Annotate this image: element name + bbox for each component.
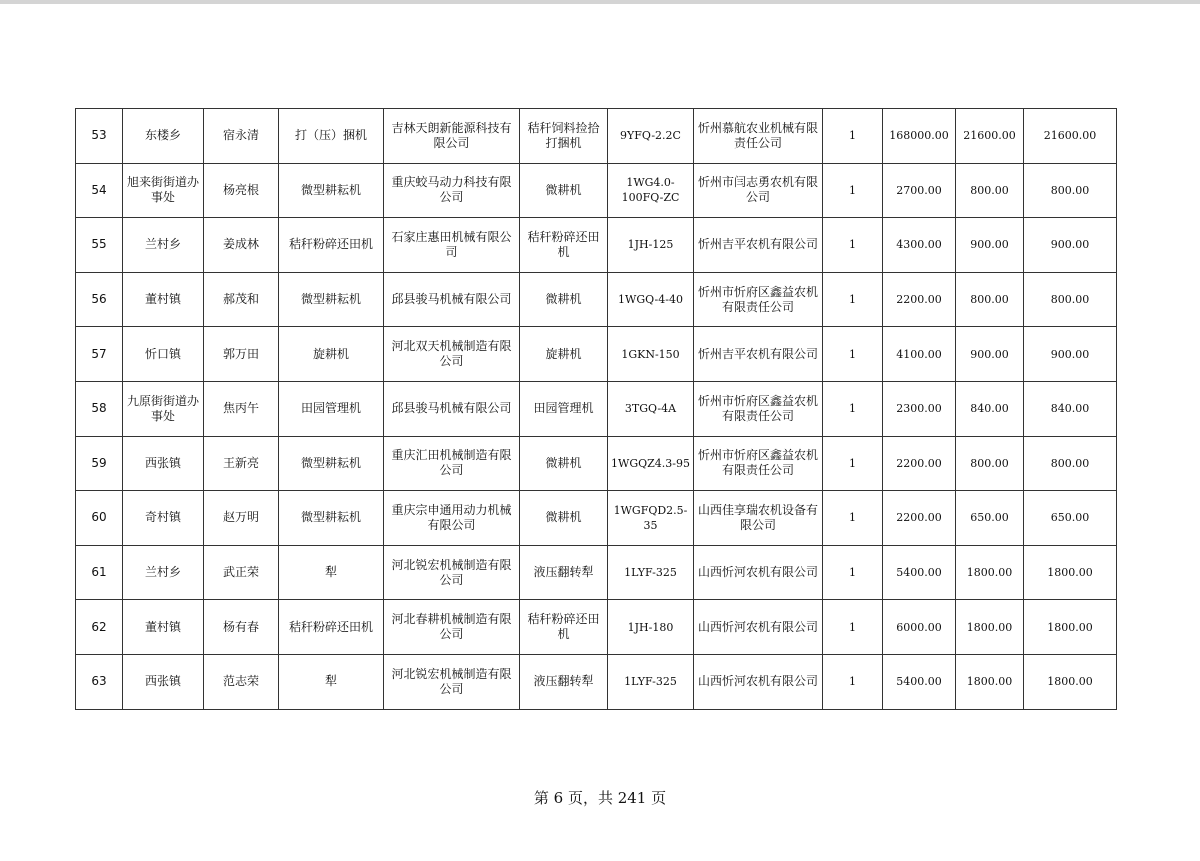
cell-buyer-name: 宿永清: [204, 109, 279, 164]
cell-dealer: 山西佳享瑞农机设备有限公司: [694, 491, 823, 546]
cell-total-subsidy: 1800.00: [1024, 545, 1117, 600]
cell-buyer-name: 王新亮: [204, 436, 279, 491]
cell-town: 九原街街道办事处: [123, 381, 204, 436]
cell-machine-category: 旋耕机: [279, 327, 384, 382]
cell-unit-price: 5400.00: [883, 545, 956, 600]
table-row: [76, 600, 1117, 655]
cell-town: 董村镇: [123, 272, 204, 327]
table-row: [76, 163, 1117, 218]
cell-town: 奇村镇: [123, 491, 204, 546]
cell-quantity: 1: [823, 600, 883, 655]
cell-model: 1WGQ-4-40: [608, 272, 694, 327]
cell-product-name: 液压翻转犁: [520, 654, 608, 709]
cell-town: 兰村乡: [123, 218, 204, 273]
cell-quantity: 1: [823, 163, 883, 218]
cell-unit-price: 2300.00: [883, 381, 956, 436]
cell-manufacturer: 河北锐宏机械制造有限公司: [384, 654, 520, 709]
table-row: [76, 654, 1117, 709]
cell-quantity: 1: [823, 327, 883, 382]
cell-product-name: 微耕机: [520, 436, 608, 491]
cell-unit-price: 2200.00: [883, 272, 956, 327]
cell-unit-price: 168000.00: [883, 109, 956, 164]
cell-row-number: 57: [76, 327, 123, 382]
cell-manufacturer: 邱县骏马机械有限公司: [384, 381, 520, 436]
cell-product-name: 田园管理机: [520, 381, 608, 436]
cell-quantity: 1: [823, 109, 883, 164]
cell-unit-price: 2200.00: [883, 491, 956, 546]
cell-unit-price: 4300.00: [883, 218, 956, 273]
cell-unit-subsidy: 800.00: [956, 163, 1024, 218]
cell-manufacturer: 邱县骏马机械有限公司: [384, 272, 520, 327]
cell-buyer-name: 杨亮根: [204, 163, 279, 218]
cell-town: 董村镇: [123, 600, 204, 655]
table-row: [76, 109, 1117, 164]
cell-buyer-name: 郝茂和: [204, 272, 279, 327]
cell-town: 西张镇: [123, 436, 204, 491]
cell-model: 9YFQ-2.2C: [608, 109, 694, 164]
cell-total-subsidy: 800.00: [1024, 272, 1117, 327]
cell-town: 西张镇: [123, 654, 204, 709]
viewer-top-edge: [0, 0, 1200, 4]
cell-total-subsidy: 21600.00: [1024, 109, 1117, 164]
cell-total-subsidy: 900.00: [1024, 327, 1117, 382]
page-indicator: 第 6 页，共 241 页: [533, 789, 667, 807]
cell-dealer: 忻州市忻府区鑫益农机有限责任公司: [694, 272, 823, 327]
cell-quantity: 1: [823, 272, 883, 327]
cell-model: 1LYF-325: [608, 654, 694, 709]
cell-unit-subsidy: 1800.00: [956, 545, 1024, 600]
cell-product-name: 微耕机: [520, 272, 608, 327]
cell-unit-subsidy: 1800.00: [956, 600, 1024, 655]
cell-dealer: 山西忻河农机有限公司: [694, 600, 823, 655]
cell-manufacturer: 石家庄惠田机械有限公司: [384, 218, 520, 273]
cell-total-subsidy: 900.00: [1024, 218, 1117, 273]
cell-total-subsidy: 1800.00: [1024, 600, 1117, 655]
cell-quantity: 1: [823, 491, 883, 546]
subsidy-table: [75, 108, 1117, 710]
cell-total-subsidy: 800.00: [1024, 163, 1117, 218]
cell-dealer: 忻州吉平农机有限公司: [694, 218, 823, 273]
cell-buyer-name: 郭万田: [204, 327, 279, 382]
cell-model: 1WG4.0-100FQ-ZC: [608, 163, 694, 218]
table-row: [76, 272, 1117, 327]
cell-machine-category: 田园管理机: [279, 381, 384, 436]
cell-total-subsidy: 840.00: [1024, 381, 1117, 436]
cell-dealer: 山西忻河农机有限公司: [694, 545, 823, 600]
cell-dealer: 山西忻河农机有限公司: [694, 654, 823, 709]
table-row: [76, 327, 1117, 382]
cell-row-number: 62: [76, 600, 123, 655]
cell-buyer-name: 范志荣: [204, 654, 279, 709]
cell-machine-category: 秸秆粉碎还田机: [279, 218, 384, 273]
cell-quantity: 1: [823, 218, 883, 273]
cell-row-number: 54: [76, 163, 123, 218]
cell-unit-subsidy: 900.00: [956, 327, 1024, 382]
table-row: [76, 545, 1117, 600]
cell-manufacturer: 河北锐宏机械制造有限公司: [384, 545, 520, 600]
cell-dealer: 忻州市忻府区鑫益农机有限责任公司: [694, 381, 823, 436]
table-row: [76, 381, 1117, 436]
table-body: [76, 109, 1117, 710]
cell-buyer-name: 杨有春: [204, 600, 279, 655]
cell-unit-price: 2700.00: [883, 163, 956, 218]
cell-machine-category: 犁: [279, 545, 384, 600]
cell-manufacturer: 重庆蛟马动力科技有限公司: [384, 163, 520, 218]
cell-dealer: 忻州市忻府区鑫益农机有限责任公司: [694, 436, 823, 491]
cell-town: 东楼乡: [123, 109, 204, 164]
cell-dealer: 忻州吉平农机有限公司: [694, 327, 823, 382]
cell-product-name: 旋耕机: [520, 327, 608, 382]
cell-manufacturer: 重庆宗申通用动力机械有限公司: [384, 491, 520, 546]
cell-row-number: 61: [76, 545, 123, 600]
cell-machine-category: 微型耕耘机: [279, 491, 384, 546]
cell-product-name: 微耕机: [520, 491, 608, 546]
cell-town: 兰村乡: [123, 545, 204, 600]
cell-machine-category: 微型耕耘机: [279, 272, 384, 327]
cell-row-number: 63: [76, 654, 123, 709]
cell-unit-subsidy: 650.00: [956, 491, 1024, 546]
cell-unit-price: 4100.00: [883, 327, 956, 382]
cell-manufacturer: 吉林天朗新能源科技有限公司: [384, 109, 520, 164]
cell-model: 1JH-180: [608, 600, 694, 655]
cell-unit-subsidy: 900.00: [956, 218, 1024, 273]
cell-buyer-name: 武正荣: [204, 545, 279, 600]
cell-product-name: 微耕机: [520, 163, 608, 218]
cell-buyer-name: 赵万明: [204, 491, 279, 546]
cell-model: 1WGQZ4.3-95: [608, 436, 694, 491]
cell-row-number: 60: [76, 491, 123, 546]
cell-model: 1JH-125: [608, 218, 694, 273]
table-row: [76, 218, 1117, 273]
cell-manufacturer: 河北春耕机械制造有限公司: [384, 600, 520, 655]
cell-town: 旭来街街道办事处: [123, 163, 204, 218]
cell-product-name: 秸秆粉碎还田机: [520, 600, 608, 655]
cell-total-subsidy: 800.00: [1024, 436, 1117, 491]
cell-manufacturer: 河北双天机械制造有限公司: [384, 327, 520, 382]
cell-machine-category: 犁: [279, 654, 384, 709]
cell-machine-category: 打（压）捆机: [279, 109, 384, 164]
cell-unit-subsidy: 800.00: [956, 272, 1024, 327]
cell-row-number: 59: [76, 436, 123, 491]
cell-unit-price: 6000.00: [883, 600, 956, 655]
table-row: [76, 491, 1117, 546]
cell-dealer: 忻州市闫志勇农机有限公司: [694, 163, 823, 218]
cell-row-number: 55: [76, 218, 123, 273]
cell-machine-category: 微型耕耘机: [279, 436, 384, 491]
cell-town: 忻口镇: [123, 327, 204, 382]
cell-quantity: 1: [823, 654, 883, 709]
cell-unit-subsidy: 840.00: [956, 381, 1024, 436]
cell-model: 3TGQ-4A: [608, 381, 694, 436]
cell-manufacturer: 重庆汇田机械制造有限公司: [384, 436, 520, 491]
cell-unit-subsidy: 21600.00: [956, 109, 1024, 164]
cell-row-number: 53: [76, 109, 123, 164]
cell-unit-subsidy: 800.00: [956, 436, 1024, 491]
cell-model: 1GKN-150: [608, 327, 694, 382]
cell-dealer: 忻州慕航农业机械有限责任公司: [694, 109, 823, 164]
cell-total-subsidy: 1800.00: [1024, 654, 1117, 709]
cell-quantity: 1: [823, 381, 883, 436]
cell-machine-category: 微型耕耘机: [279, 163, 384, 218]
cell-unit-subsidy: 1800.00: [956, 654, 1024, 709]
table-row: [76, 436, 1117, 491]
cell-product-name: 秸秆饲料捡拾打捆机: [520, 109, 608, 164]
cell-buyer-name: 焦丙午: [204, 381, 279, 436]
cell-row-number: 56: [76, 272, 123, 327]
cell-total-subsidy: 650.00: [1024, 491, 1117, 546]
cell-model: 1LYF-325: [608, 545, 694, 600]
cell-row-number: 58: [76, 381, 123, 436]
cell-quantity: 1: [823, 436, 883, 491]
cell-product-name: 秸秆粉碎还田机: [520, 218, 608, 273]
cell-product-name: 液压翻转犁: [520, 545, 608, 600]
cell-buyer-name: 姜成林: [204, 218, 279, 273]
cell-unit-price: 5400.00: [883, 654, 956, 709]
cell-unit-price: 2200.00: [883, 436, 956, 491]
cell-quantity: 1: [823, 545, 883, 600]
cell-model: 1WGFQD2.5-35: [608, 491, 694, 546]
cell-machine-category: 秸秆粉碎还田机: [279, 600, 384, 655]
